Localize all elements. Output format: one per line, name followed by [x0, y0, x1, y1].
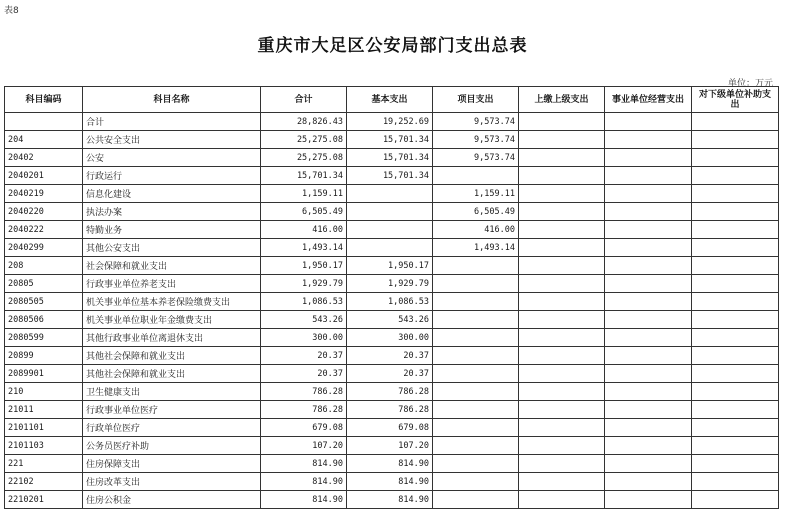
- basic-expenditure-cell: 814.90: [347, 455, 433, 473]
- header-cell: 科目编码: [5, 87, 83, 113]
- header-cell: 合计: [261, 87, 347, 113]
- business-expenditure-cell: [605, 293, 692, 311]
- basic-expenditure-cell: 15,701.34: [347, 131, 433, 149]
- name-cell: 卫生健康支出: [83, 383, 261, 401]
- table-row: [5, 329, 779, 347]
- total-cell: 1,493.14: [261, 239, 347, 257]
- header-cell: 上缴上级支出: [519, 87, 605, 113]
- code-cell: 2101103: [5, 437, 83, 455]
- project-expenditure-cell: 6,505.49: [433, 203, 519, 221]
- header-cell: 对下级单位补助支出: [692, 87, 779, 113]
- name-cell: 公共安全支出: [83, 131, 261, 149]
- total-cell: 20.37: [261, 347, 347, 365]
- name-cell: 行政事业单位养老支出: [83, 275, 261, 293]
- table-row: [5, 473, 779, 491]
- name-cell: 其他公安支出: [83, 239, 261, 257]
- name-cell: 信息化建设: [83, 185, 261, 203]
- project-expenditure-cell: 416.00: [433, 221, 519, 239]
- code-cell: 20805: [5, 275, 83, 293]
- total-cell: 20.37: [261, 365, 347, 383]
- business-expenditure-cell: [605, 365, 692, 383]
- code-cell: 2089901: [5, 365, 83, 383]
- upper-remit-cell: [519, 167, 605, 185]
- business-expenditure-cell: [605, 221, 692, 239]
- basic-expenditure-cell: 20.37: [347, 365, 433, 383]
- business-expenditure-cell: [605, 455, 692, 473]
- upper-remit-cell: [519, 275, 605, 293]
- business-expenditure-cell: [605, 491, 692, 509]
- project-expenditure-cell: [433, 347, 519, 365]
- basic-expenditure-cell: 814.90: [347, 491, 433, 509]
- project-expenditure-cell: [433, 293, 519, 311]
- code-cell: 22102: [5, 473, 83, 491]
- project-expenditure-cell: [433, 491, 519, 509]
- project-expenditure-cell: 9,573.74: [433, 131, 519, 149]
- basic-expenditure-cell: 1,929.79: [347, 275, 433, 293]
- upper-remit-cell: [519, 131, 605, 149]
- table-row: [5, 149, 779, 167]
- subsidy-cell: [692, 203, 779, 221]
- upper-remit-cell: [519, 455, 605, 473]
- subsidy-cell: [692, 437, 779, 455]
- total-cell: 25,275.08: [261, 131, 347, 149]
- total-cell: 679.08: [261, 419, 347, 437]
- name-cell: 机关事业单位基本养老保险缴费支出: [83, 293, 261, 311]
- upper-remit-cell: [519, 239, 605, 257]
- project-expenditure-cell: [433, 275, 519, 293]
- subsidy-cell: [692, 221, 779, 239]
- table-row: [5, 455, 779, 473]
- table-row: [5, 347, 779, 365]
- document-title: 重庆市大足区公安局部门支出总表: [257, 36, 528, 56]
- total-cell: 1,929.79: [261, 275, 347, 293]
- business-expenditure-cell: [605, 203, 692, 221]
- name-cell: 行政单位医疗: [83, 419, 261, 437]
- header-cell: 基本支出: [347, 87, 433, 113]
- subsidy-cell: [692, 185, 779, 203]
- basic-expenditure-cell: 20.37: [347, 347, 433, 365]
- upper-remit-cell: [519, 383, 605, 401]
- project-expenditure-cell: [433, 401, 519, 419]
- code-cell: 2210201: [5, 491, 83, 509]
- header-row: [5, 87, 779, 113]
- subsidy-cell: [692, 275, 779, 293]
- code-cell: 21011: [5, 401, 83, 419]
- table-row: [5, 365, 779, 383]
- upper-remit-cell: [519, 491, 605, 509]
- business-expenditure-cell: [605, 473, 692, 491]
- business-expenditure-cell: [605, 437, 692, 455]
- total-cell: 1,086.53: [261, 293, 347, 311]
- total-cell: 25,275.08: [261, 149, 347, 167]
- code-cell: 20402: [5, 149, 83, 167]
- table-row: [5, 401, 779, 419]
- name-cell: 公务员医疗补助: [83, 437, 261, 455]
- project-expenditure-cell: 9,573.74: [433, 149, 519, 167]
- code-cell: 2040299: [5, 239, 83, 257]
- basic-expenditure-cell: 1,086.53: [347, 293, 433, 311]
- total-cell: 107.20: [261, 437, 347, 455]
- name-cell: 其他行政事业单位离退休支出: [83, 329, 261, 347]
- code-cell: [5, 113, 83, 131]
- upper-remit-cell: [519, 347, 605, 365]
- subsidy-cell: [692, 293, 779, 311]
- subsidy-cell: [692, 455, 779, 473]
- upper-remit-cell: [519, 473, 605, 491]
- subsidy-cell: [692, 419, 779, 437]
- project-expenditure-cell: [433, 419, 519, 437]
- table-row: [5, 203, 779, 221]
- expenditure-table: [4, 86, 779, 509]
- project-expenditure-cell: [433, 437, 519, 455]
- total-cell: 814.90: [261, 455, 347, 473]
- total-cell: 6,505.49: [261, 203, 347, 221]
- basic-expenditure-cell: 1,950.17: [347, 257, 433, 275]
- name-cell: 社会保障和就业支出: [83, 257, 261, 275]
- table-row: [5, 293, 779, 311]
- subsidy-cell: [692, 491, 779, 509]
- code-cell: 2040220: [5, 203, 83, 221]
- name-cell: 住房改革支出: [83, 473, 261, 491]
- name-cell: 住房公积金: [83, 491, 261, 509]
- project-expenditure-cell: [433, 455, 519, 473]
- subsidy-cell: [692, 239, 779, 257]
- upper-remit-cell: [519, 419, 605, 437]
- table-row: [5, 131, 779, 149]
- project-expenditure-cell: [433, 329, 519, 347]
- business-expenditure-cell: [605, 257, 692, 275]
- table-row: [5, 257, 779, 275]
- upper-remit-cell: [519, 437, 605, 455]
- upper-remit-cell: [519, 293, 605, 311]
- business-expenditure-cell: [605, 113, 692, 131]
- subsidy-cell: [692, 347, 779, 365]
- header-cell: 事业单位经营支出: [605, 87, 692, 113]
- basic-expenditure-cell: 19,252.69: [347, 113, 433, 131]
- total-cell: 1,159.11: [261, 185, 347, 203]
- basic-expenditure-cell: 300.00: [347, 329, 433, 347]
- total-cell: 28,826.43: [261, 113, 347, 131]
- subsidy-cell: [692, 383, 779, 401]
- upper-remit-cell: [519, 203, 605, 221]
- table-row: [5, 185, 779, 203]
- basic-expenditure-cell: [347, 221, 433, 239]
- business-expenditure-cell: [605, 149, 692, 167]
- code-cell: 221: [5, 455, 83, 473]
- project-expenditure-cell: [433, 167, 519, 185]
- subsidy-cell: [692, 257, 779, 275]
- project-expenditure-cell: [433, 365, 519, 383]
- code-cell: 2101101: [5, 419, 83, 437]
- business-expenditure-cell: [605, 419, 692, 437]
- total-cell: 543.26: [261, 311, 347, 329]
- code-cell: 20899: [5, 347, 83, 365]
- header-cell: 项目支出: [433, 87, 519, 113]
- total-cell: 786.28: [261, 401, 347, 419]
- business-expenditure-cell: [605, 329, 692, 347]
- name-cell: 公安: [83, 149, 261, 167]
- name-cell: 合计: [83, 113, 261, 131]
- project-expenditure-cell: 9,573.74: [433, 113, 519, 131]
- basic-expenditure-cell: 679.08: [347, 419, 433, 437]
- code-cell: 2040222: [5, 221, 83, 239]
- upper-remit-cell: [519, 401, 605, 419]
- business-expenditure-cell: [605, 239, 692, 257]
- business-expenditure-cell: [605, 167, 692, 185]
- table-row: [5, 383, 779, 401]
- total-cell: 814.90: [261, 491, 347, 509]
- table-row: [5, 239, 779, 257]
- project-expenditure-cell: 1,493.14: [433, 239, 519, 257]
- total-cell: 814.90: [261, 473, 347, 491]
- subsidy-cell: [692, 167, 779, 185]
- upper-remit-cell: [519, 113, 605, 131]
- business-expenditure-cell: [605, 401, 692, 419]
- total-cell: 15,701.34: [261, 167, 347, 185]
- table-row: [5, 167, 779, 185]
- subsidy-cell: [692, 311, 779, 329]
- unit-label: 单位：万元: [727, 79, 773, 89]
- project-expenditure-cell: 1,159.11: [433, 185, 519, 203]
- table-row: [5, 491, 779, 509]
- basic-expenditure-cell: 786.28: [347, 383, 433, 401]
- upper-remit-cell: [519, 257, 605, 275]
- upper-remit-cell: [519, 311, 605, 329]
- subsidy-cell: [692, 131, 779, 149]
- name-cell: 特勤业务: [83, 221, 261, 239]
- basic-expenditure-cell: [347, 239, 433, 257]
- code-cell: 2080599: [5, 329, 83, 347]
- name-cell: 执法办案: [83, 203, 261, 221]
- upper-remit-cell: [519, 221, 605, 239]
- total-cell: 300.00: [261, 329, 347, 347]
- project-expenditure-cell: [433, 257, 519, 275]
- basic-expenditure-cell: 15,701.34: [347, 167, 433, 185]
- name-cell: 其他社会保障和就业支出: [83, 347, 261, 365]
- business-expenditure-cell: [605, 131, 692, 149]
- subsidy-cell: [692, 473, 779, 491]
- header-cell: 科目名称: [83, 87, 261, 113]
- business-expenditure-cell: [605, 383, 692, 401]
- total-cell: 1,950.17: [261, 257, 347, 275]
- project-expenditure-cell: [433, 383, 519, 401]
- code-cell: 210: [5, 383, 83, 401]
- subsidy-cell: [692, 149, 779, 167]
- subsidy-cell: [692, 401, 779, 419]
- table-row: [5, 113, 779, 131]
- table-row: [5, 221, 779, 239]
- name-cell: 住房保障支出: [83, 455, 261, 473]
- upper-remit-cell: [519, 149, 605, 167]
- basic-expenditure-cell: [347, 185, 433, 203]
- subsidy-cell: [692, 329, 779, 347]
- basic-expenditure-cell: 814.90: [347, 473, 433, 491]
- basic-expenditure-cell: 786.28: [347, 401, 433, 419]
- subsidy-cell: [692, 365, 779, 383]
- business-expenditure-cell: [605, 311, 692, 329]
- upper-remit-cell: [519, 365, 605, 383]
- upper-remit-cell: [519, 185, 605, 203]
- business-expenditure-cell: [605, 347, 692, 365]
- name-cell: 行政事业单位医疗: [83, 401, 261, 419]
- code-cell: 2080506: [5, 311, 83, 329]
- basic-expenditure-cell: 543.26: [347, 311, 433, 329]
- table-number: 表8: [4, 6, 19, 16]
- upper-remit-cell: [519, 329, 605, 347]
- business-expenditure-cell: [605, 185, 692, 203]
- project-expenditure-cell: [433, 473, 519, 491]
- name-cell: 行政运行: [83, 167, 261, 185]
- total-cell: 786.28: [261, 383, 347, 401]
- name-cell: 机关事业单位职业年金缴费支出: [83, 311, 261, 329]
- table-row: [5, 437, 779, 455]
- table-row: [5, 275, 779, 293]
- basic-expenditure-cell: 107.20: [347, 437, 433, 455]
- code-cell: 204: [5, 131, 83, 149]
- code-cell: 2040219: [5, 185, 83, 203]
- code-cell: 2080505: [5, 293, 83, 311]
- basic-expenditure-cell: [347, 203, 433, 221]
- table-body: [5, 113, 779, 509]
- business-expenditure-cell: [605, 275, 692, 293]
- subsidy-cell: [692, 113, 779, 131]
- name-cell: 其他社会保障和就业支出: [83, 365, 261, 383]
- project-expenditure-cell: [433, 311, 519, 329]
- code-cell: 208: [5, 257, 83, 275]
- total-cell: 416.00: [261, 221, 347, 239]
- table-row: [5, 419, 779, 437]
- table-row: [5, 311, 779, 329]
- basic-expenditure-cell: 15,701.34: [347, 149, 433, 167]
- code-cell: 2040201: [5, 167, 83, 185]
